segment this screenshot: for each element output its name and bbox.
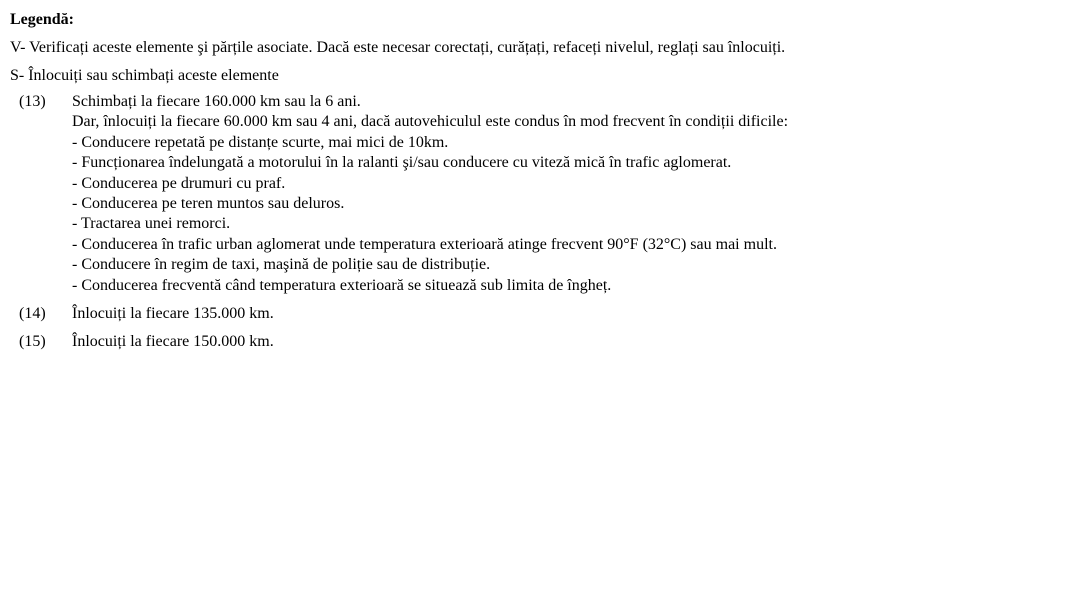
note-line: - Conducere în regim de taxi, maşină de poliție sau de distribuție. xyxy=(72,256,491,274)
note-line: Înlocuiți la fiecare 150.000 km. xyxy=(72,333,274,351)
legend-line-replace: S- Înlocuiți sau schimbați aceste elemente xyxy=(10,67,279,84)
note-line: - Conducerea frecventă când temperatura exterioară se situează sub limita de îngheț. xyxy=(72,276,612,294)
note-line: - Funcționarea îndelungată a motorului în la ralanti şi/sau conducere cu viteză mică în trafic aglomerat. xyxy=(72,154,732,172)
note-line: - Conducerea pe drumuri cu praf. xyxy=(72,174,286,192)
legend-line-verify: V- Verificați aceste elemente şi părțile asociate. Dacă este necesar corectați, curățați, refaceți nivelul, reglați sau înlocuiți. xyxy=(10,39,786,56)
note-15 xyxy=(10,332,1070,352)
note-line: - Conducere repetată pe distanțe scurte, mai mici de 10km. xyxy=(72,133,449,151)
note-line: - Conducerea în trafic urban aglomerat unde temperatura exterioară atinge frecvent 90°F (32°C) sau mai mult. xyxy=(72,235,777,253)
document xyxy=(10,10,1070,353)
note-number: (13) xyxy=(19,93,46,110)
notes-list xyxy=(10,92,1070,353)
note-number: (14) xyxy=(19,305,46,323)
note-number: (15) xyxy=(19,333,46,351)
legend-title: Legendă: xyxy=(10,11,74,28)
note-line: Înlocuiți la fiecare 135.000 km. xyxy=(72,305,274,323)
note-13 xyxy=(10,92,1070,296)
note-line: Dar, înlocuiți la fiecare 60.000 km sau 4 ani, dacă autovehiculul este condus în mod frecvent în condiții dificile: xyxy=(72,113,789,131)
note-line: Schimbați la fiecare 160.000 km sau la 6 ani. xyxy=(72,93,361,110)
note-14 xyxy=(10,304,1070,324)
note-line: - Conducerea pe teren muntos sau deluros. xyxy=(72,195,345,213)
note-line: - Tractarea unei remorci. xyxy=(72,215,231,233)
